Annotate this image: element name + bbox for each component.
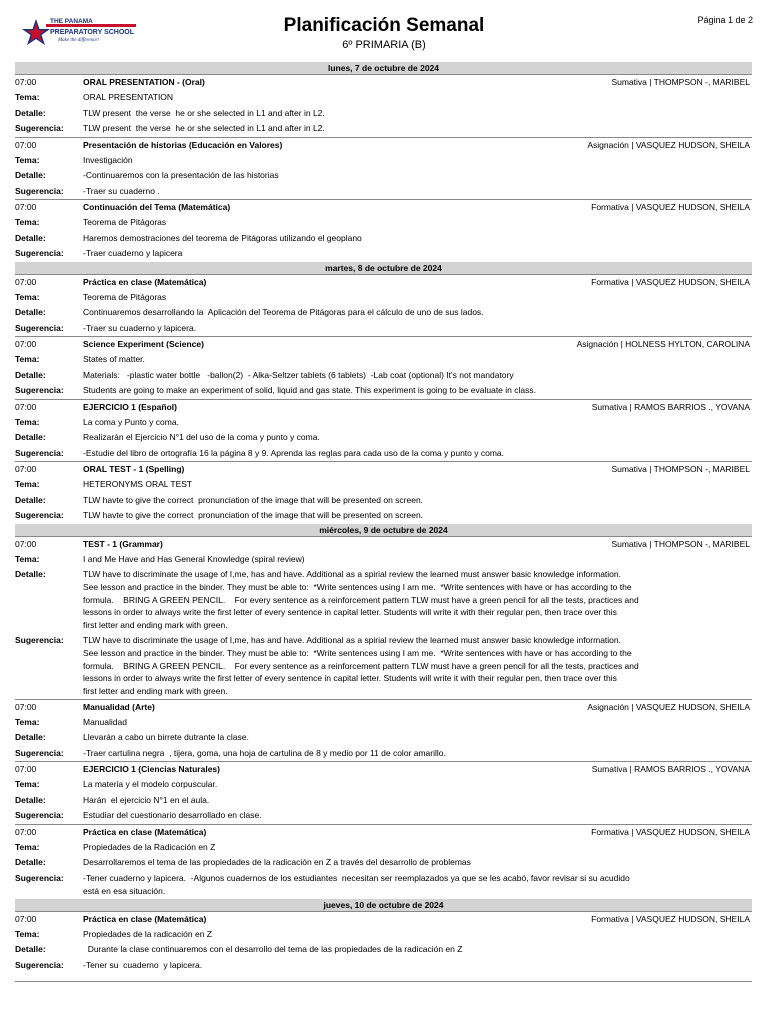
- event-time: 07:00: [15, 139, 37, 150]
- detalle-line: Materials: -plastic water bottle -ballon(2) - Alka-Seltzer tablets (6 tablets) -Lab coat (optional) It's not mandatory: [83, 369, 514, 380]
- sugerencia-label: Sugerencia:: [15, 810, 64, 821]
- detalle-row: [15, 231, 752, 247]
- event-block: [15, 399, 752, 462]
- sugerencia-value: [83, 508, 752, 524]
- sugerencia-row: [15, 633, 752, 699]
- tema-value: Investigación: [83, 154, 133, 165]
- sugerencia-line: -Tener cuaderno y lapicera. -Algunos cuadernos de los estudiantes necesitan ser reemplazados ya que se les acabó, favor revisar si su acudido: [83, 872, 630, 883]
- page-subtitle: 6º PRIMARIA (B): [342, 39, 426, 51]
- event-row: [15, 336, 752, 352]
- sugerencia-line: Estudiar del cuestionario desarrollado en clase.: [83, 810, 262, 821]
- event-row: [15, 536, 752, 552]
- sugerencia-row: [15, 121, 752, 137]
- sugerencia-label: Sugerencia:: [15, 872, 64, 883]
- event-title: Práctica en clase (Matemática): [83, 276, 207, 287]
- event-time: 07:00: [15, 826, 37, 837]
- tema-label: Tema:: [15, 553, 40, 564]
- sugerencia-label: Sugerencia:: [15, 123, 64, 133]
- detalle-label: Detalle:: [15, 494, 46, 505]
- detalle-line: formula. BRING A GREEN PENCIL. For every sentence as a reinforcement pattern TLW must have a green pencil for all the tests, practices and: [83, 594, 639, 605]
- tema-label: Tema:: [15, 779, 40, 790]
- event-time: 07:00: [15, 538, 37, 549]
- tema-value: La coma y Punto y coma.: [83, 416, 179, 427]
- event-evaluation: Formativa | VASQUEZ HUDSON, SHEILA: [587, 825, 750, 839]
- sugerencia-row: [15, 446, 752, 462]
- event-row: [15, 137, 752, 153]
- detalle-row: [15, 168, 752, 184]
- day-header: martes, 8 de octubre de 2024: [15, 262, 752, 274]
- sugerencia-value: [83, 633, 683, 699]
- detalle-label: Detalle:: [15, 432, 46, 442]
- detalle-value: [83, 493, 752, 509]
- tema-label: Tema:: [15, 291, 40, 302]
- sugerencia-label: Sugerencia:: [15, 385, 64, 395]
- tema-row: [15, 352, 752, 368]
- detalle-line: first letter and ending mark with green.: [83, 620, 228, 631]
- event-title: Continuación del Tema (Matemática): [83, 202, 231, 212]
- event-block: [15, 274, 752, 337]
- tema-label: Tema:: [15, 92, 40, 102]
- sugerencia-label: Sugerencia:: [15, 510, 64, 520]
- tema-row: [15, 415, 752, 431]
- event-time: 07:00: [15, 701, 37, 712]
- tema-value: States of matter.: [83, 354, 145, 364]
- detalle-line: Continuaremos desarrollando la Aplicación del Teorema de Pitágoras para el cálculo de uno de sus lados.: [83, 307, 484, 317]
- tema-value: La materia y el modelo corpuscular.: [83, 779, 218, 790]
- page-title: Planificación Semanal: [283, 15, 485, 36]
- sugerencia-label: Sugerencia:: [15, 959, 64, 970]
- detalle-value: [83, 567, 683, 633]
- tema-row: [15, 90, 752, 106]
- event-title: Presentación de historias (Educación en Valores): [83, 139, 283, 150]
- detalle-label: Detalle:: [15, 569, 46, 579]
- detalle-label: Detalle:: [15, 732, 46, 743]
- sugerencia-value: [83, 746, 752, 762]
- tema-row: [15, 153, 752, 169]
- sugerencia-label: Sugerencia:: [15, 747, 64, 758]
- tema-value: Teorema de Pitágoras: [83, 217, 167, 227]
- tema-value: Teorema de Pitágoras: [83, 291, 167, 302]
- tema-value: Propiedades de la Radicación en Z: [83, 841, 216, 852]
- detalle-line: Desarrollaremos el tema de las propiedades de la radicación en Z a través del desarrollo de problemas: [83, 857, 471, 868]
- detalle-line: Durante la clase continuaremos con el desarrollo del tema de las propiedades de la radicación en Z: [83, 944, 463, 955]
- detalle-row: [15, 493, 752, 509]
- event-time: 07:00: [15, 202, 37, 212]
- tema-row: [15, 777, 752, 793]
- event-block: [15, 911, 752, 974]
- sugerencia-label: Sugerencia:: [15, 634, 64, 645]
- detalle-label: Detalle:: [15, 170, 46, 180]
- schedule-body: [15, 62, 752, 982]
- detalle-row: [15, 793, 752, 809]
- sugerencia-line: está en esa situación.: [83, 885, 166, 896]
- tema-label: Tema:: [15, 354, 40, 364]
- detalle-row: [15, 106, 752, 122]
- event-title: Práctica en clase (Matemática): [83, 913, 207, 924]
- tema-row: [15, 477, 752, 493]
- tema-label: Tema:: [15, 479, 40, 489]
- detalle-line: TLW present the verse he or she selected in L1 and after in L2.: [83, 107, 325, 118]
- tema-row: [15, 552, 752, 568]
- detalle-line: See lesson and practice in the binder. They must be able to: *Write sentences using I am me. *Write sentences with have or has according to the: [83, 581, 632, 592]
- sugerencia-row: [15, 184, 752, 200]
- day-header: jueves, 10 de octubre de 2024: [15, 899, 752, 911]
- page-number: Página 1 de 2: [697, 15, 753, 25]
- event-row: [15, 699, 752, 715]
- detalle-row: [15, 730, 752, 746]
- day-header: miércoles, 9 de octubre de 2024: [15, 524, 752, 536]
- event-title: ORAL TEST - 1 (Spelling): [83, 464, 185, 474]
- sugerencia-value: [83, 246, 752, 262]
- sugerencia-line: Students are going to make an experiment of solid, liquid and gas state. This experiment is going to be evaluate in class.: [83, 385, 536, 395]
- sugerencia-line: -Traer cuaderno y lapicera: [83, 248, 183, 258]
- event-block: [15, 199, 752, 262]
- tema-label: Tema:: [15, 716, 40, 727]
- sugerencia-line: TLW havte to give the correct pronunciation of the image that will be presented on screen.: [83, 510, 424, 520]
- sugerencia-value: [83, 184, 752, 200]
- event-row: [15, 399, 752, 415]
- sugerencia-line: -Tener su cuaderno y lapicera.: [83, 959, 203, 970]
- detalle-row: [15, 567, 752, 633]
- event-time: 07:00: [15, 276, 37, 287]
- sugerencia-value: [83, 383, 752, 399]
- event-title: ORAL PRESENTATION - (Oral): [83, 77, 205, 87]
- sugerencia-label: Sugerencia:: [15, 447, 64, 458]
- tema-label: Tema:: [15, 154, 40, 165]
- event-evaluation: Sumativa | RAMOS BARRIOS ., YOVANA: [588, 762, 750, 776]
- event-row: [15, 199, 752, 215]
- event-evaluation: Sumativa | THOMPSON -, MARIBEL: [607, 537, 750, 551]
- tema-row: [15, 290, 752, 306]
- sugerencia-label: Sugerencia:: [15, 322, 64, 333]
- event-time: 07:00: [15, 464, 37, 474]
- event-evaluation: Sumativa | RAMOS BARRIOS ., YOVANA: [588, 400, 750, 414]
- detalle-row: [15, 942, 752, 958]
- tema-label: Tema:: [15, 841, 40, 852]
- event-evaluation: Sumativa | THOMPSON -, MARIBEL: [607, 462, 750, 476]
- sugerencia-line: -Traer cartulina negra , tijera, goma, una hoja de cartulina de 8 y medio por 11 de color amarillo.: [83, 747, 446, 758]
- event-row: [15, 461, 752, 477]
- detalle-value: [83, 430, 752, 446]
- sugerencia-label: Sugerencia:: [15, 248, 64, 258]
- sugerencia-row: [15, 321, 752, 337]
- detalle-label: Detalle:: [15, 232, 46, 243]
- event-block: [15, 137, 752, 200]
- detalle-value: [83, 942, 752, 958]
- page-header: [0, 0, 768, 62]
- sugerencia-line: TLW present the verse he or she selected in L1 and after in L2.: [83, 123, 325, 133]
- sugerencia-value: [83, 321, 752, 337]
- end-rule: [15, 981, 752, 982]
- event-time: 07:00: [15, 339, 37, 349]
- event-row: [15, 911, 752, 927]
- tema-row: [15, 715, 752, 731]
- detalle-row: [15, 855, 752, 871]
- event-row: [15, 824, 752, 840]
- tema-label: Tema:: [15, 217, 40, 227]
- detalle-value: [83, 793, 752, 809]
- sugerencia-line: TLW have to discriminate the usage of I,me, has and have. Additional as a spirial review the learned must answer basic knowledge information.: [83, 634, 621, 645]
- sugerencia-line: -Traer su cuaderno .: [83, 185, 160, 196]
- tema-row: [15, 840, 752, 856]
- event-block: [15, 761, 752, 824]
- tema-row: [15, 215, 752, 231]
- tema-label: Tema:: [15, 928, 40, 939]
- tema-value: Propiedades de la radicación en Z: [83, 928, 212, 939]
- event-title: Science Experiment (Science): [83, 339, 204, 349]
- event-evaluation: Formativa | VASQUEZ HUDSON, SHEILA: [587, 275, 750, 289]
- detalle-row: [15, 430, 752, 446]
- detalle-line: Llevarán a cabo un birrete dutrante la clase.: [83, 732, 249, 743]
- sugerencia-label: Sugerencia:: [15, 185, 64, 196]
- detalle-value: [83, 305, 752, 321]
- event-block: [15, 536, 752, 699]
- svg-text:Make the difference!: Make the difference!: [58, 38, 100, 43]
- sugerencia-value: [83, 871, 683, 899]
- sugerencia-value: [83, 446, 752, 462]
- event-time: 07:00: [15, 77, 37, 87]
- event-evaluation: Formativa | VASQUEZ HUDSON, SHEILA: [587, 200, 750, 214]
- detalle-line: lessons in order to always write the first letter of every sentence in capital letter. Students will write it with their regular pen, then trace over this: [83, 607, 617, 618]
- sugerencia-row: [15, 383, 752, 399]
- tema-value: ORAL PRESENTATION: [83, 92, 174, 102]
- event-block: [15, 74, 752, 137]
- event-title: EJERCICIO 1 (Ciencias Naturales): [83, 764, 220, 775]
- detalle-value: [83, 106, 752, 122]
- detalle-row: [15, 368, 752, 384]
- tema-row: [15, 927, 752, 943]
- day-header: lunes, 7 de octubre de 2024: [15, 62, 752, 74]
- event-row: [15, 274, 752, 290]
- event-title: EJERCICIO 1 (Español): [83, 401, 177, 412]
- detalle-value: [83, 368, 752, 384]
- detalle-value: [83, 730, 752, 746]
- sugerencia-line: formula. BRING A GREEN PENCIL. For every sentence as a reinforcement pattern TLW must have a green pencil for all the tests, practices and: [83, 660, 639, 671]
- detalle-line: Realizarán el Ejercicio N°1 del uso de la coma y punto y coma.: [83, 432, 320, 442]
- sugerencia-line: -Estudie del libro de ortografía 16 la página 8 y 9. Aprenda las reglas para cada uso de la coma y punto y coma.: [83, 447, 505, 458]
- detalle-line: -Continuaremos con la presentación de las historias: [83, 170, 279, 180]
- sugerencia-row: [15, 808, 752, 824]
- sugerencia-value: [83, 121, 752, 137]
- detalle-line: TLW havte to give the correct pronunciation of the image that will be presented on screen.: [83, 494, 424, 505]
- event-row: [15, 74, 752, 90]
- event-title: TEST - 1 (Grammar): [83, 538, 163, 549]
- tema-label: Tema:: [15, 416, 40, 427]
- event-title: Práctica en clase (Matemática): [83, 826, 207, 837]
- sugerencia-value: [83, 958, 752, 974]
- event-block: [15, 336, 752, 399]
- event-evaluation: Asignación | VASQUEZ HUDSON, SHEILA: [583, 138, 750, 152]
- sugerencia-row: [15, 746, 752, 762]
- svg-text:THE PANAMA: THE PANAMA: [50, 18, 93, 25]
- detalle-line: Haremos demostraciones del teorema de Pitágoras utilizando el geoplano: [83, 232, 362, 243]
- sugerencia-value: [83, 808, 752, 824]
- event-block: [15, 461, 752, 524]
- detalle-label: Detalle:: [15, 794, 46, 805]
- sugerencia-line: See lesson and practice in the binder. They must be able to: *Write sentences using I am me. *Write sentences with have or has according to the: [83, 647, 632, 658]
- sugerencia-line: lessons in order to always write the first letter of every sentence in capital letter. Students will write it with their regular pen, then trace over this: [83, 673, 617, 684]
- sugerencia-row: [15, 508, 752, 524]
- event-time: 07:00: [15, 913, 37, 924]
- sugerencia-line: -Traer su cuaderno y lapicera.: [83, 322, 197, 333]
- event-block: [15, 699, 752, 762]
- tema-value: I and Me Have and Has General Knowledge (spiral review): [83, 553, 305, 564]
- event-row: [15, 761, 752, 777]
- tema-value: Manualidad: [83, 716, 127, 727]
- event-evaluation: Asignación | HOLNESS HYLTON, CAROLINA: [573, 337, 750, 351]
- sugerencia-line: first letter and ending mark with green.: [83, 686, 228, 697]
- detalle-label: Detalle:: [15, 107, 46, 118]
- detalle-label: Detalle:: [15, 944, 46, 955]
- tema-value: HETERONYMS ORAL TEST: [83, 479, 193, 489]
- detalle-label: Detalle:: [15, 369, 46, 380]
- event-block: [15, 824, 752, 899]
- event-time: 07:00: [15, 764, 37, 775]
- detalle-value: [83, 855, 752, 871]
- svg-text:PREPARATORY SCHOOL: PREPARATORY SCHOOL: [50, 29, 135, 36]
- detalle-label: Detalle:: [15, 307, 46, 317]
- detalle-label: Detalle:: [15, 857, 46, 868]
- detalle-value: [83, 168, 752, 184]
- detalle-line: Harán el ejercicio N°1 en el aula.: [83, 794, 210, 805]
- sugerencia-row: [15, 958, 752, 974]
- event-evaluation: Asignación | VASQUEZ HUDSON, SHEILA: [583, 700, 750, 714]
- detalle-row: [15, 305, 752, 321]
- sugerencia-row: [15, 871, 752, 899]
- event-evaluation: Formativa | VASQUEZ HUDSON, SHEILA: [587, 912, 750, 926]
- event-time: 07:00: [15, 401, 37, 412]
- event-evaluation: Sumativa | THOMPSON -, MARIBEL: [607, 75, 750, 89]
- detalle-line: TLW have to discriminate the usage of I,me, has and have. Additional as a spirial review the learned must answer basic knowledge information.: [83, 569, 621, 579]
- sugerencia-row: [15, 246, 752, 262]
- event-title: Manualidad (Arte): [83, 701, 155, 712]
- detalle-value: [83, 231, 752, 247]
